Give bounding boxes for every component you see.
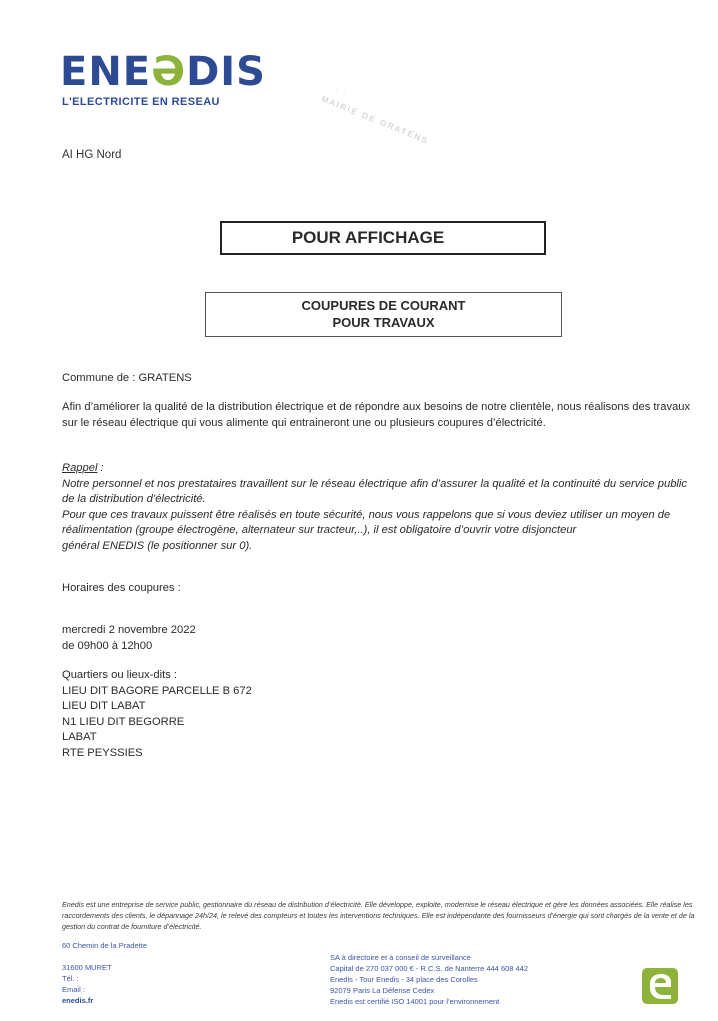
website-link[interactable]: enedis.fr bbox=[62, 996, 94, 1005]
address-phone: Tél. : bbox=[62, 974, 79, 983]
address-line: 31600 MURET bbox=[62, 963, 112, 972]
quartiers-label: Quartiers ou lieux-dits : bbox=[62, 669, 178, 681]
quartiers-section bbox=[62, 668, 252, 761]
subtitle-line-1: COUPURES DE COURANT bbox=[301, 298, 466, 313]
address-spacer bbox=[62, 951, 147, 962]
legal-line: SA à directoire et à conseil de surveillance bbox=[330, 953, 471, 962]
rappel-paragraph-1: Notre personnel et nos prestataires travaillent sur le réseau électrique afin d’assurer la qualité et la continuité du service public de la distribution d’électricité. bbox=[62, 477, 687, 505]
rappel-colon: : bbox=[97, 462, 104, 474]
legal-line: Enedis - Tour Enedis - 34 place des Corolles bbox=[330, 975, 478, 984]
main-title: POUR AFFICHAGE bbox=[291, 228, 445, 247]
quartier-item: LIEU DIT LABAT bbox=[62, 700, 146, 712]
footer-description: Enedis est une entreprise de service public, gestionnaire du réseau de distribution d’électricité. Elle développe, exploite, modernise le réseau électrique et gère les données associées. Elle réalise les raccordements des clients, le dépannage 24h/24, le relevé des compteurs et toutes les interventions techniques. Elle est indépendante des fournisseurs d’énergie qui sont chargés de la vente et de la gestion du contrat de fourniture d’électricité. bbox=[62, 900, 695, 931]
title-box bbox=[220, 221, 546, 255]
enedis-mark-icon bbox=[642, 968, 678, 1004]
rappel-section bbox=[62, 461, 702, 554]
rappel-label: Rappel bbox=[62, 462, 98, 474]
address-line: 60 Chemin de la Pradette bbox=[62, 941, 148, 950]
subtitle-line-2: POUR TRAVAUX bbox=[332, 315, 435, 330]
commune: Commune de : GRATENS bbox=[62, 372, 192, 384]
quartier-item: N1 LIEU DIT BEGORRE bbox=[62, 715, 185, 728]
quartier-item: LIEU DIT BAGORE PARCELLE B 672 bbox=[62, 684, 252, 697]
footer-address bbox=[62, 940, 147, 1006]
quartier-item: RTE PEYSSIES bbox=[62, 746, 143, 759]
legal-line: Capital de 270 037 000 € - R.C.S. de Nanterre 444 608 442 bbox=[330, 964, 529, 973]
logo-tagline: L'ELECTRICITE EN RESEAU bbox=[62, 96, 220, 108]
address-email: Email : bbox=[62, 985, 85, 994]
agency-name: AI HG Nord bbox=[62, 149, 122, 161]
intro-paragraph: Afin d’améliorer la qualité de la distribution électrique et de répondre aux besoins de notre clientèle, nous réalisons des travaux sur le réseau électrique qui vous alimente qui entraineront une ou plusieurs coupures d’électricité. bbox=[62, 401, 691, 429]
outage-time: de 09h00 à 12h00 bbox=[62, 639, 153, 652]
horaires-label: Horaires des coupures : bbox=[62, 582, 181, 594]
legal-line: Enedis est certifié ISO 14001 pour l’environnement bbox=[330, 997, 500, 1006]
quartier-item: LABAT bbox=[62, 731, 97, 743]
legal-line: 92079 Paris La Défense Cedex bbox=[330, 986, 435, 995]
faded-stamp: · · · MAIRIE DE GRATENS bbox=[320, 81, 431, 146]
rappel-paragraph-2: Pour que ces travaux puissent être réalisés en toute sécurité, nous vous rappelons que si vous deviez utiliser un moyen de réalimentation (groupe électrogène, alternateur sur tracteur,..), il est obligatoire d’ouvrir votre disjoncteur bbox=[62, 508, 671, 536]
enedis-logo: ENEƏDIS bbox=[60, 49, 266, 95]
outage-schedule bbox=[62, 623, 196, 654]
rappel-paragraph-3: général ENEDIS (le positionner sur 0). bbox=[62, 539, 253, 552]
subtitle-box bbox=[205, 292, 562, 337]
footer-legal bbox=[330, 952, 528, 1007]
outage-date: mercredi 2 novembre 2022 bbox=[62, 624, 196, 636]
